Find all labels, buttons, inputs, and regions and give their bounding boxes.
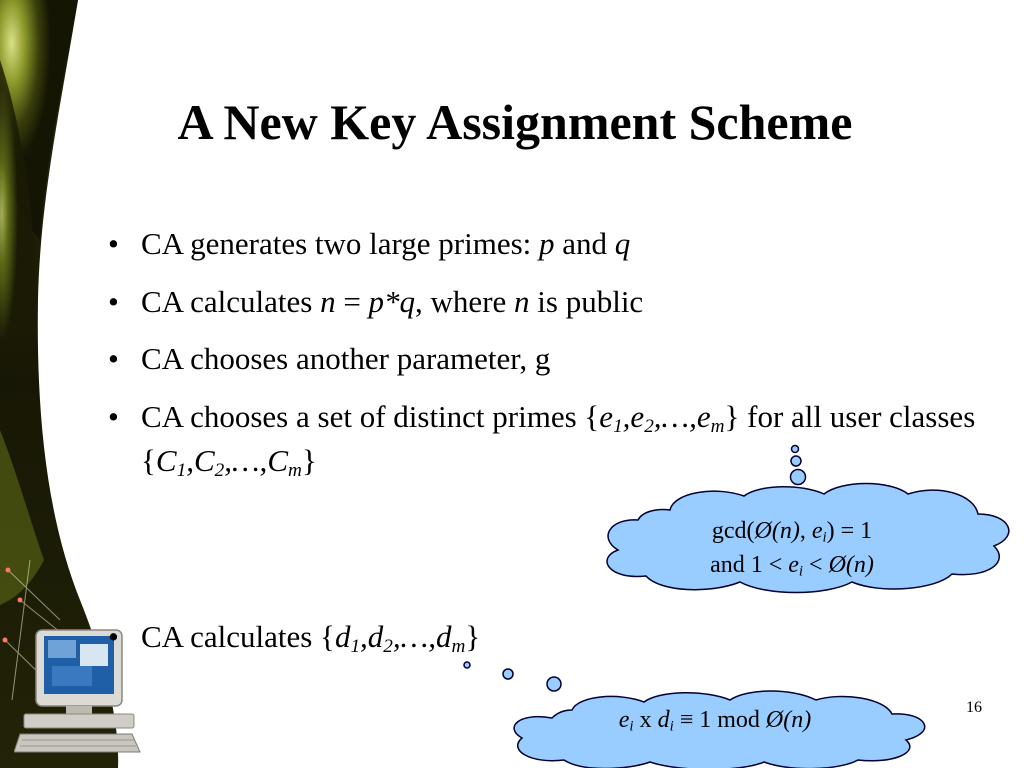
text-run: 2 — [644, 415, 654, 437]
text-run: e — [630, 399, 645, 434]
text-run: p — [539, 226, 555, 261]
bullet-text — [108, 615, 708, 659]
text-run: 2 — [214, 459, 225, 481]
text-run: C — [155, 443, 177, 478]
cloud-line — [642, 548, 942, 582]
text-run: e — [618, 707, 630, 733]
bullet-text — [108, 222, 968, 266]
text-run: x — [633, 707, 658, 733]
text-run: 1 — [176, 459, 187, 481]
text-run: CA calculates { — [141, 619, 335, 654]
slide-title: A New Key Assignment Scheme — [177, 94, 853, 150]
text-run: ,…, — [392, 619, 436, 654]
cloud-line — [540, 703, 890, 737]
text-run: gcd( — [711, 518, 755, 544]
text-run: d — [367, 619, 384, 654]
text-run: ≡ 1 mod — [673, 707, 766, 733]
text-run: Ø(n) — [765, 707, 812, 733]
bullet-item — [108, 337, 968, 381]
text-run: C — [193, 443, 215, 478]
page-number: 16 — [966, 699, 982, 716]
text-run: d — [435, 619, 452, 654]
text-run: < — [803, 552, 829, 578]
text-run: m — [288, 459, 302, 481]
text-run: and 1 < — [710, 552, 789, 578]
text-run: , — [799, 518, 812, 544]
text-run: q — [614, 226, 631, 261]
text-run: i — [669, 718, 674, 735]
cloud-line — [642, 514, 942, 548]
text-run: CA chooses a set of distinct primes { — [141, 399, 600, 434]
bullet-symbol: • — [108, 341, 119, 376]
text-run: ,…, — [224, 443, 268, 478]
bullet-text — [108, 280, 968, 324]
text-run: , — [186, 443, 194, 478]
text-run: e — [788, 552, 799, 578]
text-run: = — [335, 284, 369, 319]
text-run: ,…, — [653, 399, 697, 434]
text-run: d — [657, 707, 670, 733]
text-run: CA chooses another parameter, g — [141, 341, 551, 376]
text-run: 1 — [613, 415, 623, 437]
text-run: 2 — [383, 635, 393, 657]
bullet-symbol: • — [108, 226, 119, 261]
text-run: e — [811, 518, 823, 544]
text-run: , — [622, 399, 631, 434]
text-run: i — [822, 529, 827, 546]
bullet-item — [108, 222, 968, 266]
text-run: m — [710, 415, 725, 437]
text-run: 1 — [350, 635, 361, 657]
bullet-item — [108, 280, 968, 324]
text-run: is public — [529, 284, 644, 319]
text-run: p*q — [368, 284, 416, 319]
text-run: d — [334, 619, 351, 654]
text-run: CA generates two large primes: — [141, 226, 540, 261]
text-run: n — [514, 284, 530, 319]
text-run: , where — [415, 284, 515, 319]
cloud-text-mod — [540, 703, 890, 737]
text-run: ) = 1 — [826, 518, 873, 544]
text-run: i — [629, 718, 634, 735]
text-run: } — [465, 619, 481, 654]
text-run: m — [451, 635, 466, 657]
text-run: and — [554, 226, 615, 261]
text-run: C — [267, 443, 288, 478]
text-run: i — [798, 563, 804, 580]
text-run: e — [696, 399, 711, 434]
bullet-item — [108, 615, 708, 659]
bullet-text — [108, 337, 968, 381]
text-run: } for all user classes { — [141, 399, 976, 478]
bullet-symbol: • — [108, 399, 119, 434]
text-run: CA calculates — [141, 284, 321, 319]
text-run: } — [301, 443, 317, 478]
text-run: Ø(n) — [828, 552, 874, 578]
bullet-symbol: • — [108, 619, 119, 654]
text-run: e — [599, 399, 614, 434]
bullet-symbol: • — [108, 284, 119, 319]
cloud-text-gcd — [642, 514, 942, 582]
text-run: n — [320, 284, 336, 319]
text-run: , — [360, 619, 368, 654]
text-run: Ø(n) — [754, 518, 800, 544]
